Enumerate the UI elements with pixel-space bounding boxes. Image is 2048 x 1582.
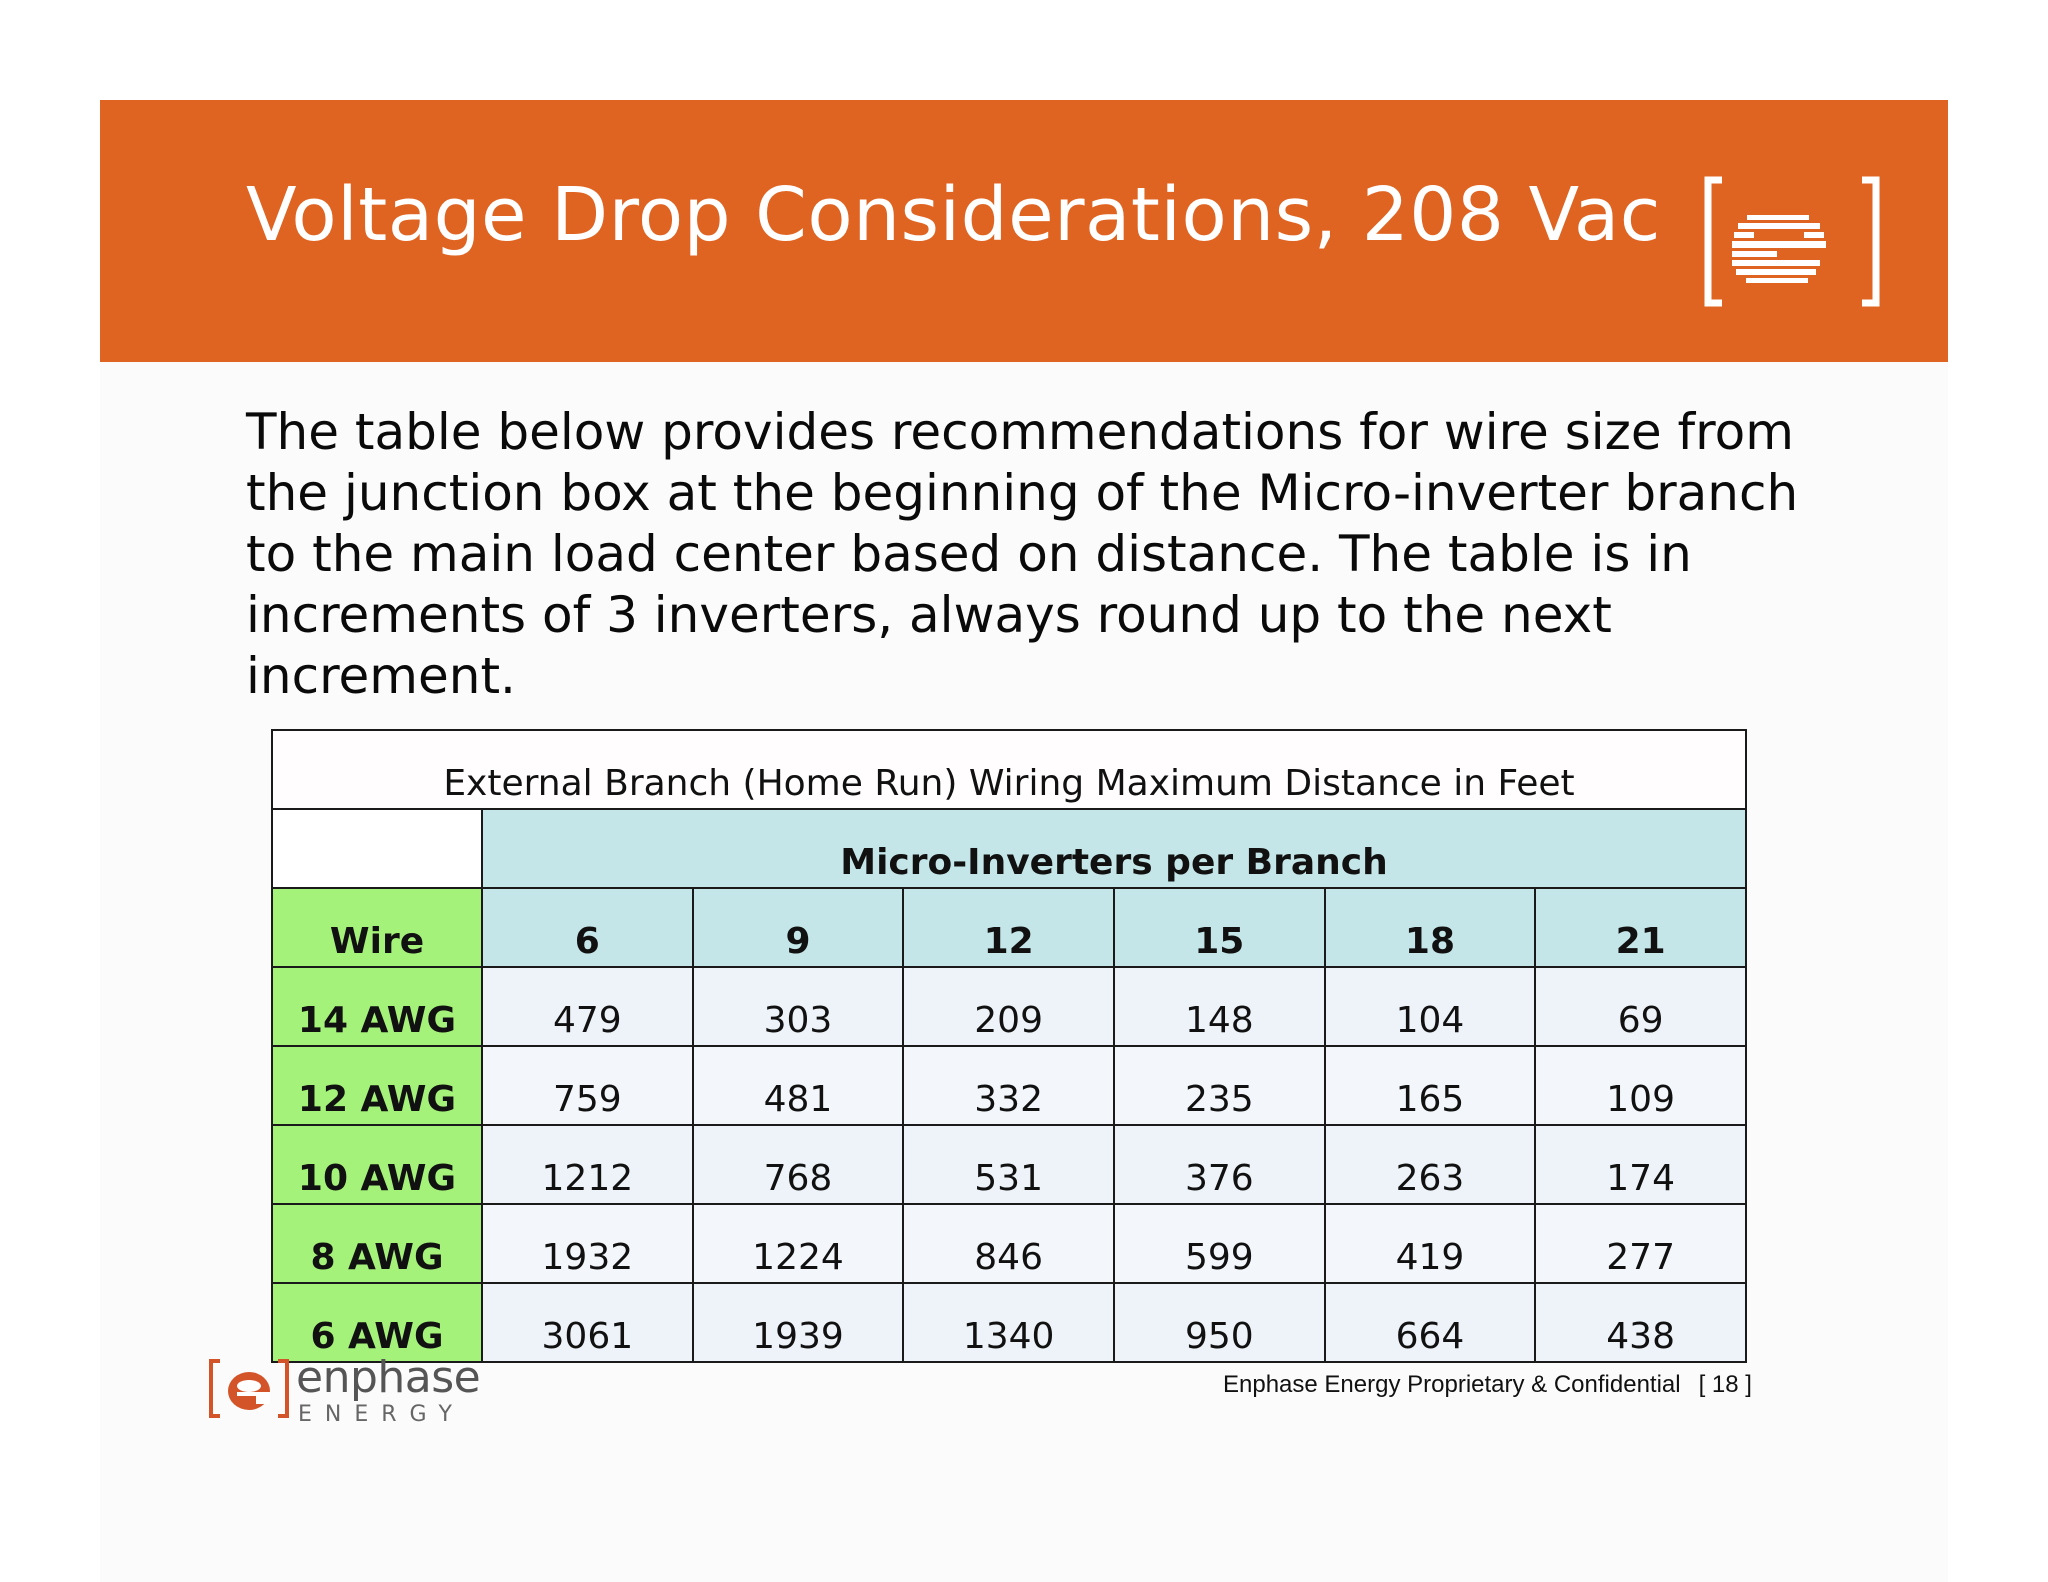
page-number: [ 18 ]	[1698, 1371, 1752, 1398]
distance-cell: 1939	[693, 1283, 904, 1362]
footer-confidential	[1223, 1371, 1752, 1399]
distance-cell: 664	[1325, 1283, 1536, 1362]
distance-cell: 376	[1114, 1125, 1325, 1204]
distance-cell: 3061	[482, 1283, 693, 1362]
column-header: 18	[1325, 888, 1536, 967]
distance-cell: 438	[1535, 1283, 1746, 1362]
column-header: 12	[903, 888, 1114, 967]
group-header: Micro-Inverters per Branch	[482, 809, 1746, 888]
distance-cell: 303	[693, 967, 904, 1046]
distance-cell: 950	[1114, 1283, 1325, 1362]
column-header: 9	[693, 888, 904, 967]
distance-cell: 1340	[903, 1283, 1114, 1362]
column-header-row	[272, 888, 1746, 967]
distance-cell: 531	[903, 1125, 1114, 1204]
slide-title: Voltage Drop Considerations, 208 Vac	[246, 172, 1661, 258]
distance-cell: 479	[482, 967, 693, 1046]
enphase-logo-icon	[1702, 175, 1882, 310]
enphase-small-logo-icon	[208, 1358, 290, 1424]
table-row	[272, 967, 1746, 1046]
distance-cell: 1212	[482, 1125, 693, 1204]
wire-gauge-cell: 12 AWG	[272, 1046, 482, 1125]
distance-cell: 69	[1535, 967, 1746, 1046]
wire-gauge-cell: 8 AWG	[272, 1204, 482, 1283]
wire-gauge-cell: 10 AWG	[272, 1125, 482, 1204]
wire-gauge-cell: 6 AWG	[272, 1283, 482, 1362]
caption-row	[272, 730, 1746, 809]
distance-cell: 109	[1535, 1046, 1746, 1125]
distance-cell: 209	[903, 967, 1114, 1046]
distance-cell: 1932	[482, 1204, 693, 1283]
table-caption: External Branch (Home Run) Wiring Maximum Distance in Feet	[272, 730, 1746, 809]
table-row	[272, 1283, 1746, 1362]
wire-gauge-cell: 14 AWG	[272, 967, 482, 1046]
distance-cell: 846	[903, 1204, 1114, 1283]
table-row	[272, 1046, 1746, 1125]
distance-cell: 332	[903, 1046, 1114, 1125]
distance-cell: 277	[1535, 1204, 1746, 1283]
blank-corner-cell	[272, 809, 482, 888]
group-header-row	[272, 809, 1746, 888]
wire-header: Wire	[272, 888, 482, 967]
distance-cell: 481	[693, 1046, 904, 1125]
distance-cell: 599	[1114, 1204, 1325, 1283]
distance-cell: 419	[1325, 1204, 1536, 1283]
distance-cell: 104	[1325, 967, 1536, 1046]
distance-cell: 148	[1114, 967, 1325, 1046]
table-row	[272, 1204, 1746, 1283]
intro-paragraph: The table below provides recommendations for wire size from the junction box at the beginning of the Micro-inverter branch to the main load center based on distance. The table is in increments of 3 inverters, always round up to the next increment.	[246, 403, 1799, 705]
column-header: 15	[1114, 888, 1325, 967]
distance-cell: 768	[693, 1125, 904, 1204]
column-header: 6	[482, 888, 693, 967]
confidential-text: Enphase Energy Proprietary & Confidential	[1223, 1371, 1681, 1398]
distance-cell: 165	[1325, 1046, 1536, 1125]
distance-cell: 759	[482, 1046, 693, 1125]
distance-cell: 263	[1325, 1125, 1536, 1204]
wire-distance-table	[271, 729, 1747, 1363]
distance-cell: 174	[1535, 1125, 1746, 1204]
table-row	[272, 1125, 1746, 1204]
distance-cell: 1224	[693, 1204, 904, 1283]
column-header: 21	[1535, 888, 1746, 967]
brand-name: enphase	[296, 1352, 481, 1403]
brand-subtitle: ENERGY	[298, 1402, 465, 1427]
distance-cell: 235	[1114, 1046, 1325, 1125]
